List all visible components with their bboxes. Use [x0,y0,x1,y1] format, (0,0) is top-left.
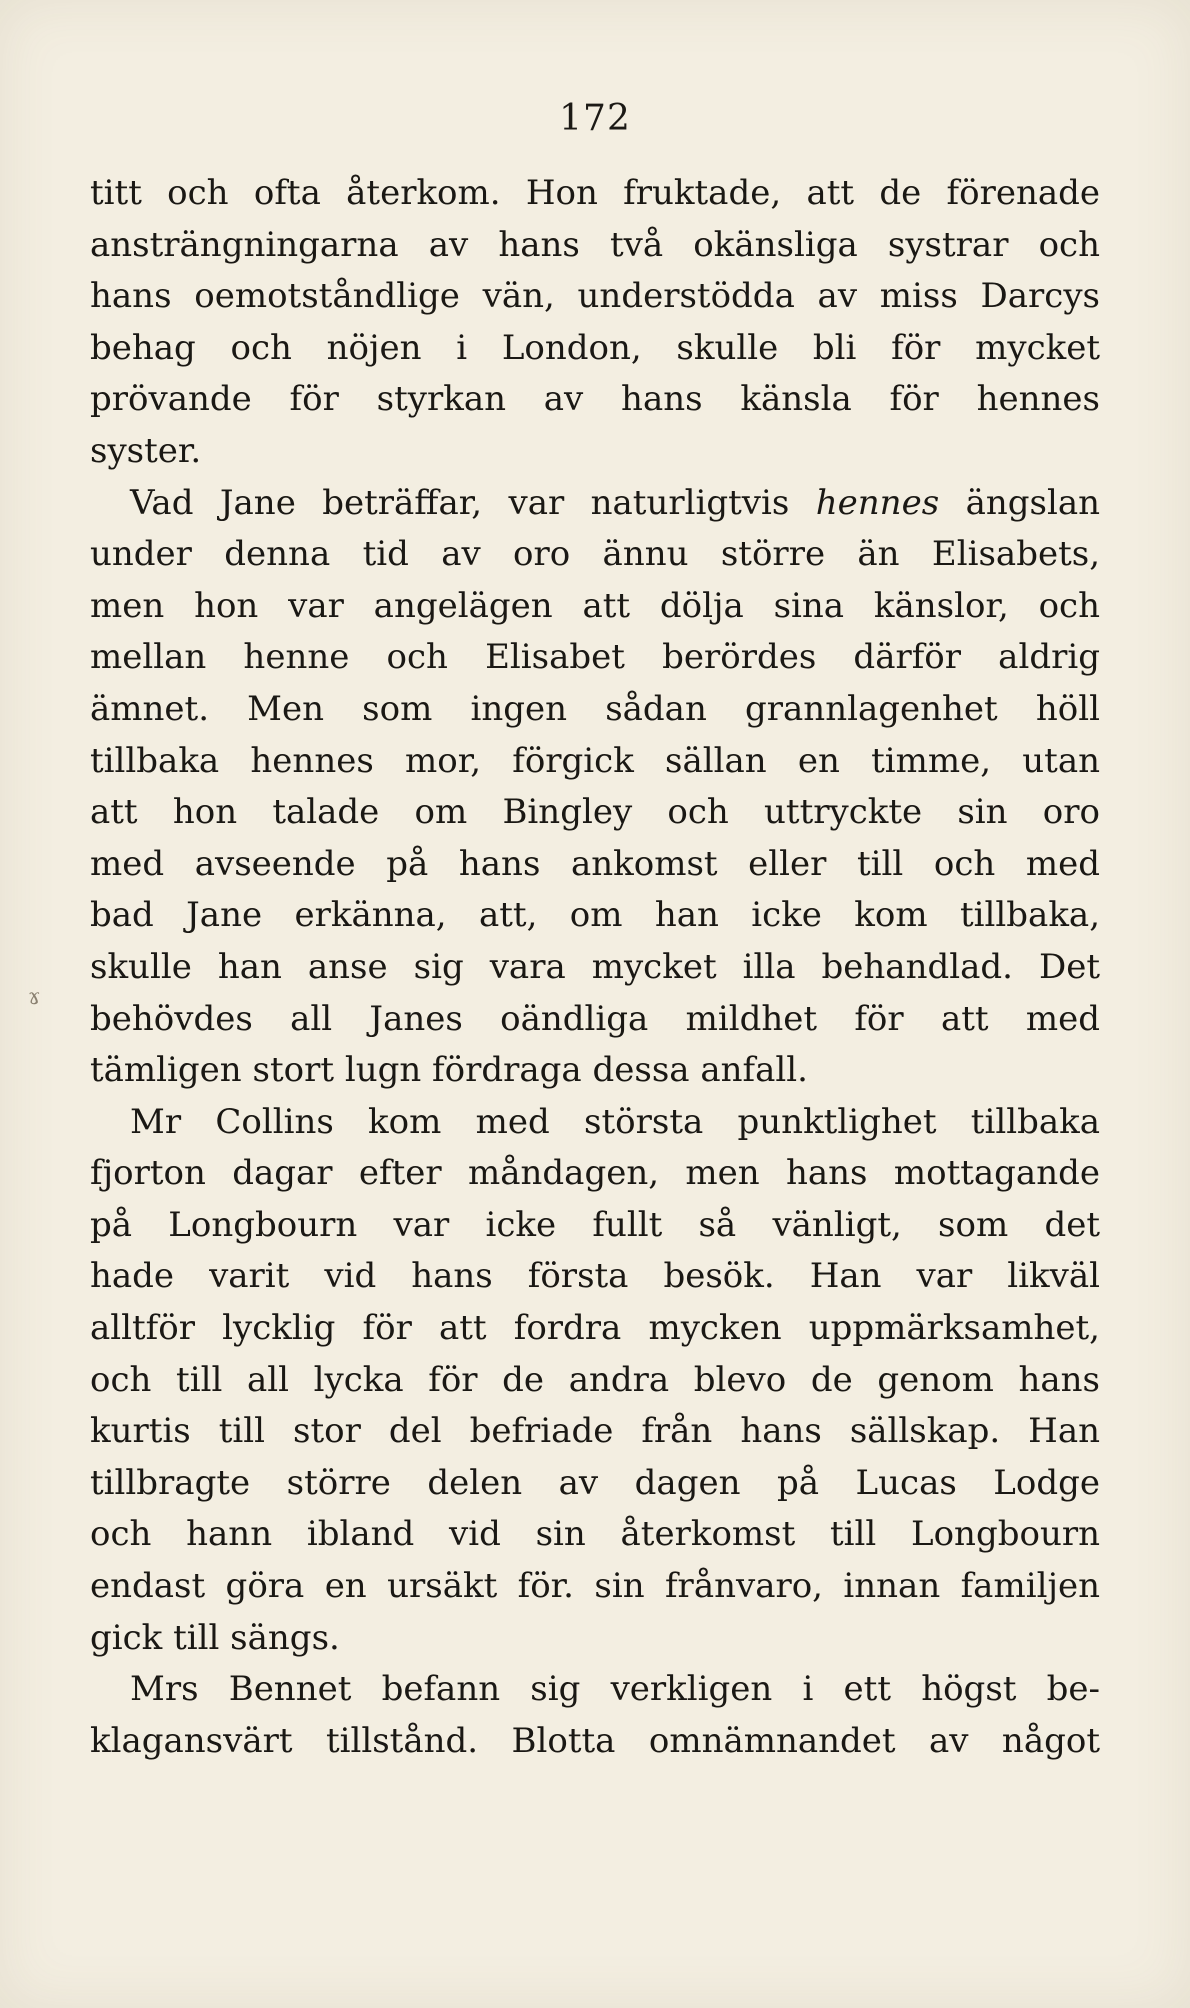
text-line: tillbragte större delen av dagen på Lucas Lodge [90,1462,1100,1503]
text-line: behag och nöjen i London, skulle bli för mycket [90,327,1100,368]
text-line: prövande för styrkan av hans känsla för hennes [90,379,1100,420]
text-line: men hon var angelägen att dölja sina känslor, och [90,585,1100,626]
text-line: mellan henne och Elisabet berördes därför aldrig [90,637,1100,678]
text-line: med avseende på hans ankomst eller till och med [90,843,1100,884]
page-number: 172 [559,98,631,139]
text-line: på Longbourn var icke fullt så vänligt, som det [90,1204,1100,1245]
text-line: och till all lycka för de andra blevo de genom hans [90,1359,1100,1400]
text-line: behövdes all Janes oändliga mildhet för att med [90,998,1100,1039]
text-line: endast göra en ursäkt för. sin frånvaro, innan familjen [90,1566,1100,1607]
text-line: tillbaka hennes mor, förgick sällan en timme, utan [90,740,1100,781]
text-line: Mr Collins kom med största punktlighet tillbaka [130,1101,1100,1142]
text-line: och hann ibland vid sin återkomst till Longbourn [90,1514,1100,1555]
text-line: ansträngningarna av hans två okänsliga systrar och [90,224,1100,265]
body-text [90,168,1100,1767]
text-segment: Vad Jane beträffar, var naturligtvis [130,482,816,523]
emphasized-word: hennes [815,482,940,523]
text-line: ämnet. Men som ingen sådan grannlagenhet höll [90,688,1100,729]
text-line: gick till sängs. [90,1617,340,1658]
text-line: hans oemotståndlige vän, understödda av miss Darcys [90,276,1100,317]
text-line: tämligen stort lugn fördraga dessa anfall. [90,1050,808,1091]
text-line: att hon talade om Bingley och uttryckte sin oro [90,792,1100,833]
text-line: skulle han anse sig vara mycket illa behandlad. Det [90,946,1100,987]
text-line: klagansvärt tillstånd. Blotta omnämnandet av något [90,1720,1100,1761]
text-line [90,478,1100,530]
text-line: syster. [90,430,202,471]
margin-mark: ɤ [28,985,41,1010]
text-line: hade varit vid hans första besök. Han var likväl [90,1256,1100,1297]
text-line: bad Jane erkänna, att, om han icke kom tillbaka, [90,895,1100,936]
text-line: under denna tid av oro ännu större än Elisabets, [90,534,1100,575]
text-line: alltför lycklig för att fordra mycken uppmärksamhet, [90,1308,1100,1349]
text-line: titt och ofta återkom. Hon fruktade, att de förenade [90,173,1100,213]
text-segment: ängslan [939,482,1101,523]
text-line: fjorton dagar efter måndagen, men hans mottagande [90,1153,1100,1194]
text-line: kurtis till stor del befriade från hans sällskap. Han [90,1411,1100,1452]
text-line: Mrs Bennet befann sig verkligen i ett högst be- [130,1669,1100,1710]
